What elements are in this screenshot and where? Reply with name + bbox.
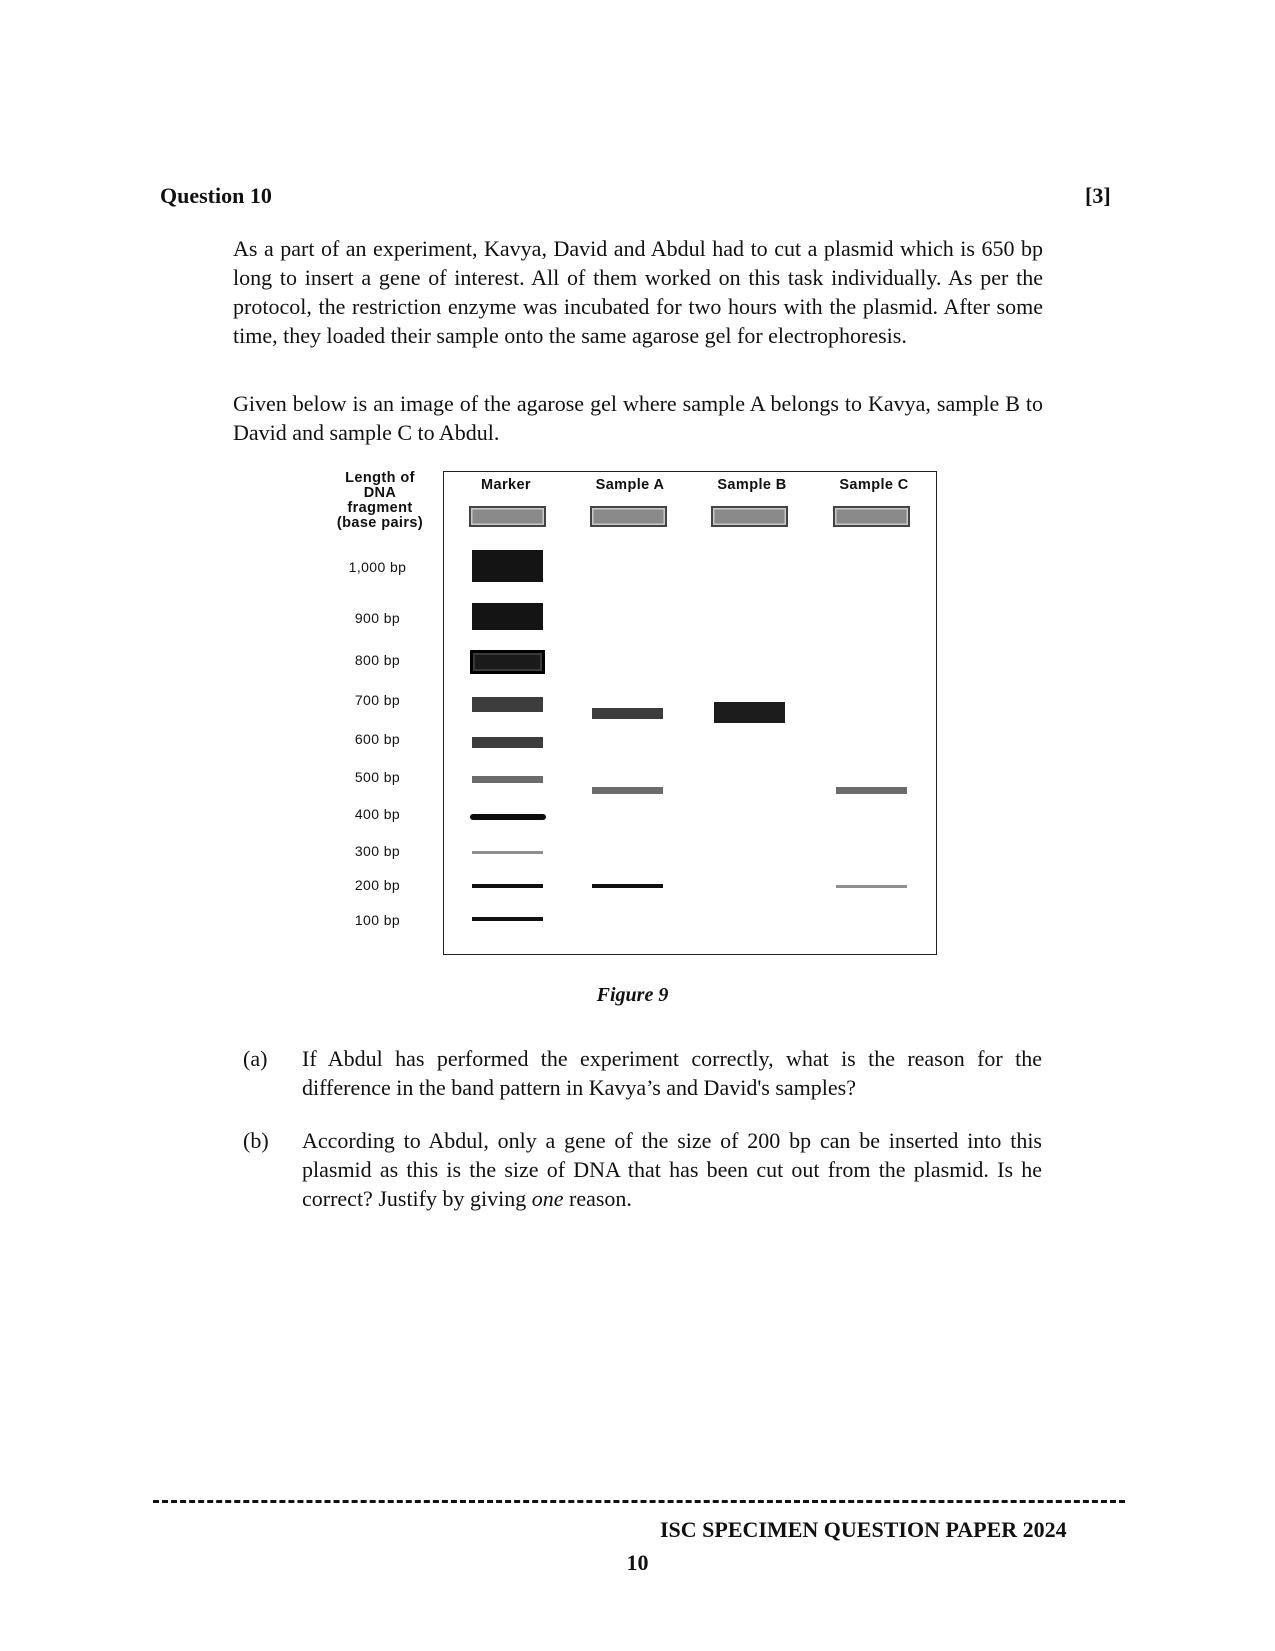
size-label-800: 800 bp	[354, 652, 401, 668]
well-marker	[469, 506, 546, 527]
footer-divider	[153, 1500, 1125, 1503]
sample-a-band-450	[592, 787, 663, 794]
well-sample-c	[833, 506, 910, 527]
size-label-600: 600 bp	[354, 731, 401, 747]
sample-a-band-200	[592, 884, 663, 888]
subquestion-b-text	[302, 1126, 1042, 1213]
axis-title-line-1: Length of	[345, 470, 415, 486]
marker-band-800	[470, 650, 545, 674]
subquestion-a-label: (a)	[243, 1046, 268, 1071]
marker-band-900	[472, 603, 543, 630]
question-paragraph-2: Given below is an image of the agarose gel where sample A belongs to Kavya, sample B to David and sample C to Abdul.	[233, 391, 1043, 445]
size-label-200: 200 bp	[354, 877, 401, 893]
size-label-300: 300 bp	[354, 843, 401, 859]
marker-band-600	[472, 737, 543, 748]
subquestion-b-emphasis: one	[531, 1186, 564, 1211]
question-title: Question 10	[160, 183, 272, 208]
sample-c-band-200	[836, 885, 907, 888]
size-label-700: 700 bp	[354, 692, 401, 708]
sample-b-band-650	[714, 702, 785, 723]
sample-a-band-650	[592, 708, 663, 719]
size-label-900: 900 bp	[354, 610, 401, 626]
question-marks: [3]	[1085, 183, 1111, 208]
figure-caption: Figure 9	[596, 984, 669, 1006]
size-label-100: 100 bp	[354, 912, 401, 928]
subquestion-a-text: If Abdul has performed the experiment correctly, what is the reason for the difference in the band pattern in Kavya’s and David's samples?	[302, 1046, 1042, 1100]
sample-c-band-450	[836, 787, 907, 794]
subquestion-b-text-main: According to Abdul, only a gene of the size of 200 bp can be inserted into this plasmid as this is the size of DNA that has been cut out from the plasmid. Is he correct? Justify by giving	[302, 1128, 1042, 1211]
subquestion-b-label: (b)	[243, 1128, 269, 1153]
marker-band-1000	[472, 550, 543, 582]
gel-frame	[443, 471, 937, 955]
marker-band-200	[472, 884, 543, 888]
marker-band-400	[470, 814, 546, 820]
marker-band-500	[472, 776, 543, 783]
lane-label-sample-b: Sample B	[717, 477, 787, 493]
size-label-500: 500 bp	[354, 769, 401, 785]
well-sample-b	[711, 506, 788, 527]
question-paragraph-1: As a part of an experiment, Kavya, David and Abdul had to cut a plasmid which is 650 bp long to insert a gene of interest. All of them worked on this task individually. As per the protocol, the restriction enzyme was incubated for two hours with the plasmid. After some time, they loaded their sample onto the same agarose gel for electrophoresis.	[233, 236, 1043, 348]
axis-title-line-4: (base pairs)	[336, 515, 424, 531]
marker-band-300	[472, 851, 543, 854]
footer-title: ISC SPECIMEN QUESTION PAPER 2024	[660, 1517, 1067, 1542]
size-label-1000: 1,000 bp	[348, 559, 407, 575]
subquestion-b-text-end: reason.	[563, 1186, 632, 1211]
page-number: 10	[626, 1550, 649, 1575]
size-label-400: 400 bp	[354, 806, 401, 822]
marker-band-700	[472, 697, 543, 712]
well-sample-a	[590, 506, 667, 527]
axis-title-line-3: fragment	[347, 500, 413, 516]
axis-title-line-2: DNA	[363, 485, 397, 501]
lane-label-sample-a: Sample A	[595, 477, 665, 493]
lane-label-marker: Marker	[481, 477, 531, 493]
marker-band-100	[472, 917, 543, 921]
lane-label-sample-c: Sample C	[839, 477, 909, 493]
